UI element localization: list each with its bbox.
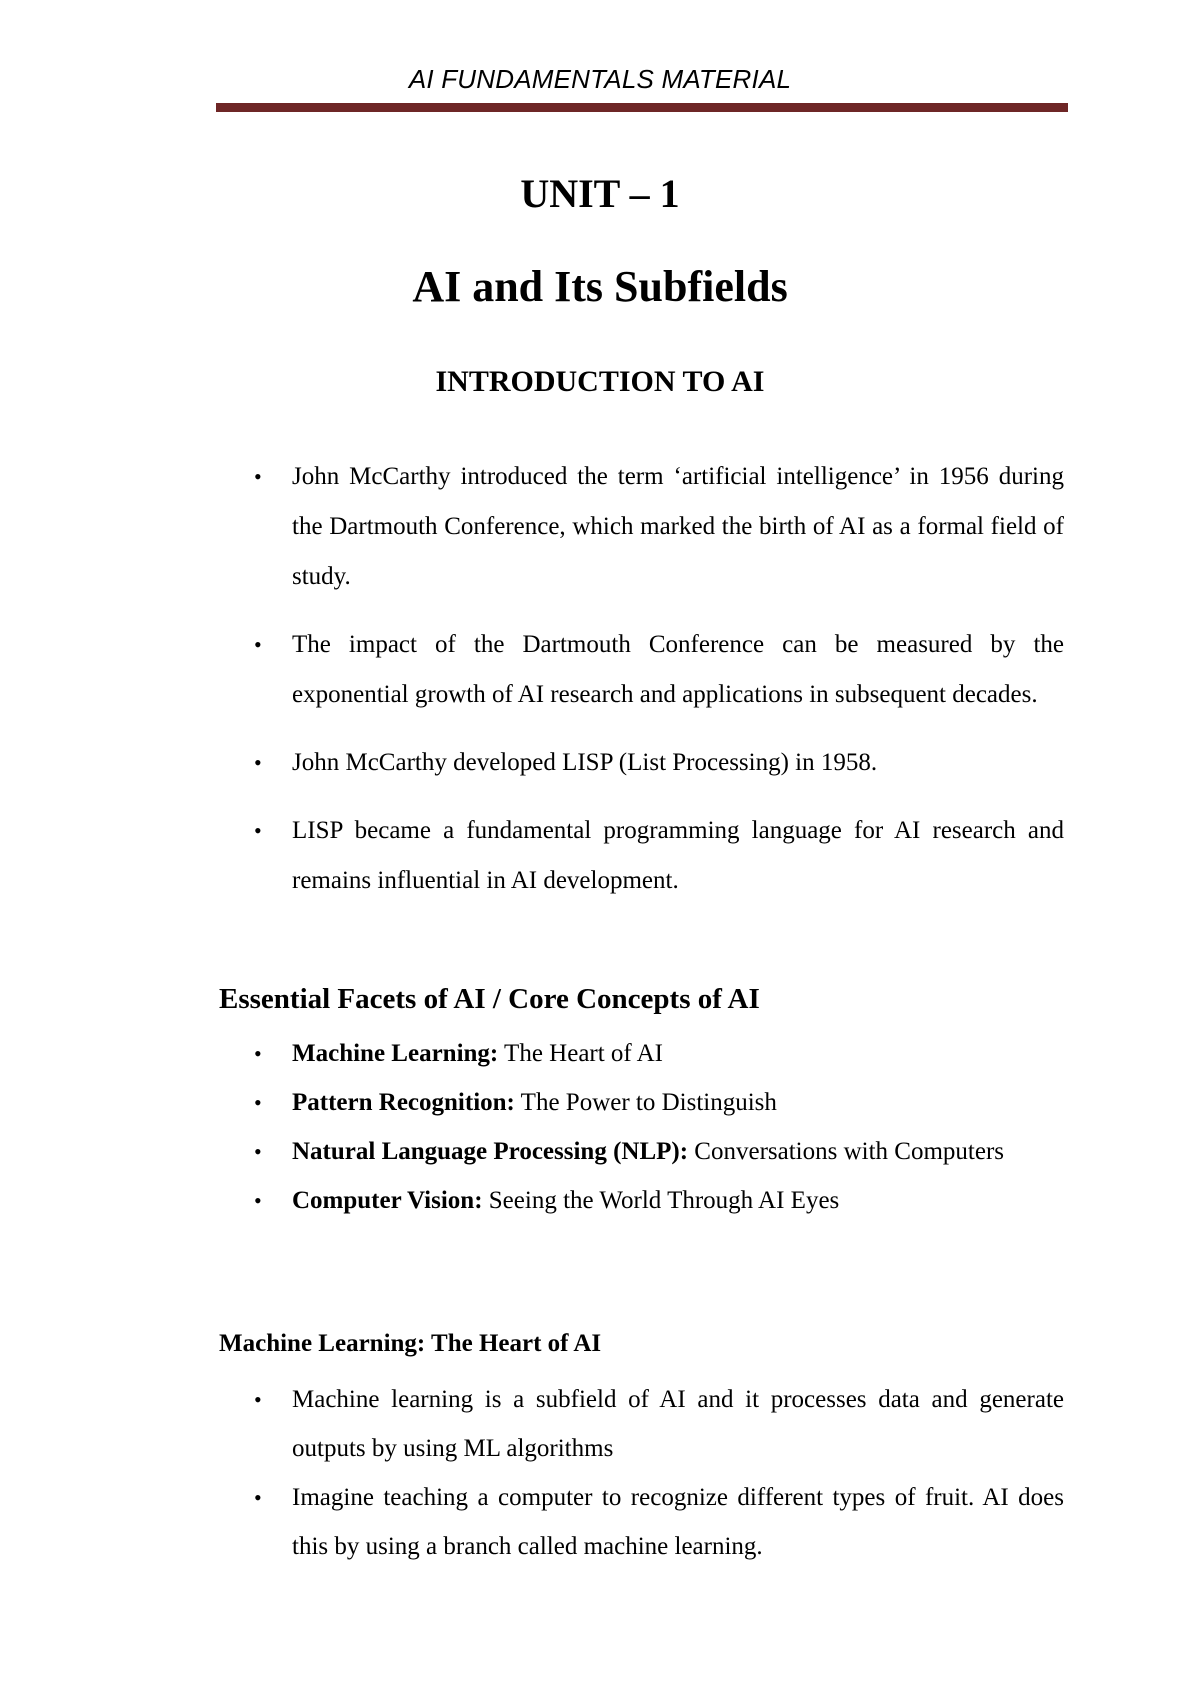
intro-bullet-list [254, 452, 1064, 924]
header-rule [216, 103, 1068, 112]
intro-bullet-text: John McCarthy developed LISP (List Processing) in 1958. [292, 749, 878, 776]
bullet-icon: • [254, 1485, 262, 1510]
ml-bullet-item [254, 1473, 1064, 1571]
facet-desc: The Heart of AI [498, 1040, 664, 1067]
facet-desc: Conversations with Computers [688, 1138, 1005, 1165]
facet-item [254, 1078, 1064, 1127]
facet-term: Pattern Recognition: [292, 1089, 515, 1116]
intro-bullet-text: The impact of the Dartmouth Conference can be measured by the exponential growth of AI research and applications in subsequent decades. [292, 631, 1064, 708]
section-title: INTRODUCTION TO AI [435, 365, 765, 398]
ml-heading: Machine Learning: The Heart of AI [219, 1330, 602, 1357]
bullet-icon: • [254, 1090, 262, 1115]
bullet-icon: • [254, 750, 262, 775]
facet-desc: Seeing the World Through AI Eyes [482, 1187, 840, 1214]
bullet-icon: • [254, 1041, 262, 1066]
facet-item [254, 1176, 1064, 1225]
intro-bullet-item [254, 620, 1064, 720]
bullet-icon: • [254, 1139, 262, 1164]
bullet-icon: • [254, 1387, 262, 1412]
facets-list [254, 1029, 1064, 1225]
facet-item [254, 1029, 1064, 1078]
bullet-icon: • [254, 1188, 262, 1213]
facet-term: Computer Vision: [292, 1187, 483, 1214]
intro-bullet-item [254, 452, 1064, 602]
facets-heading: Essential Facets of AI / Core Concepts of AI [219, 983, 760, 1015]
facet-term: Natural Language Processing (NLP): [292, 1138, 689, 1165]
bullet-icon: • [254, 818, 262, 843]
ml-bullet-text: Machine learning is a subfield of AI and it processes data and generate outputs by using ML algorithms [292, 1386, 1064, 1462]
facet-item [254, 1127, 1064, 1176]
facet-desc: The Power to Distinguish [514, 1089, 777, 1116]
bullet-icon: • [254, 464, 262, 489]
main-title: AI and Its Subfields [412, 262, 788, 311]
ml-bullet-item [254, 1375, 1064, 1473]
running-header: AI FUNDAMENTALS MATERIAL [408, 64, 792, 94]
intro-bullet-item [254, 806, 1064, 906]
unit-title: UNIT – 1 [520, 171, 680, 216]
ml-bullet-list [254, 1375, 1064, 1571]
ml-bullet-text: Imagine teaching a computer to recognize different types of fruit. AI does this by using a branch called machine learning. [292, 1484, 1064, 1560]
bullet-icon: • [254, 632, 262, 657]
facet-term: Machine Learning: [292, 1040, 499, 1067]
intro-bullet-text: John McCarthy introduced the term ‘artificial intelligence’ in 1956 during the Dartmouth Conference, which marked the birth of AI as a formal field of study. [292, 463, 1064, 590]
intro-bullet-item [254, 738, 1064, 788]
intro-bullet-text: LISP became a fundamental programming language for AI research and remains influential in AI development. [292, 817, 1064, 894]
